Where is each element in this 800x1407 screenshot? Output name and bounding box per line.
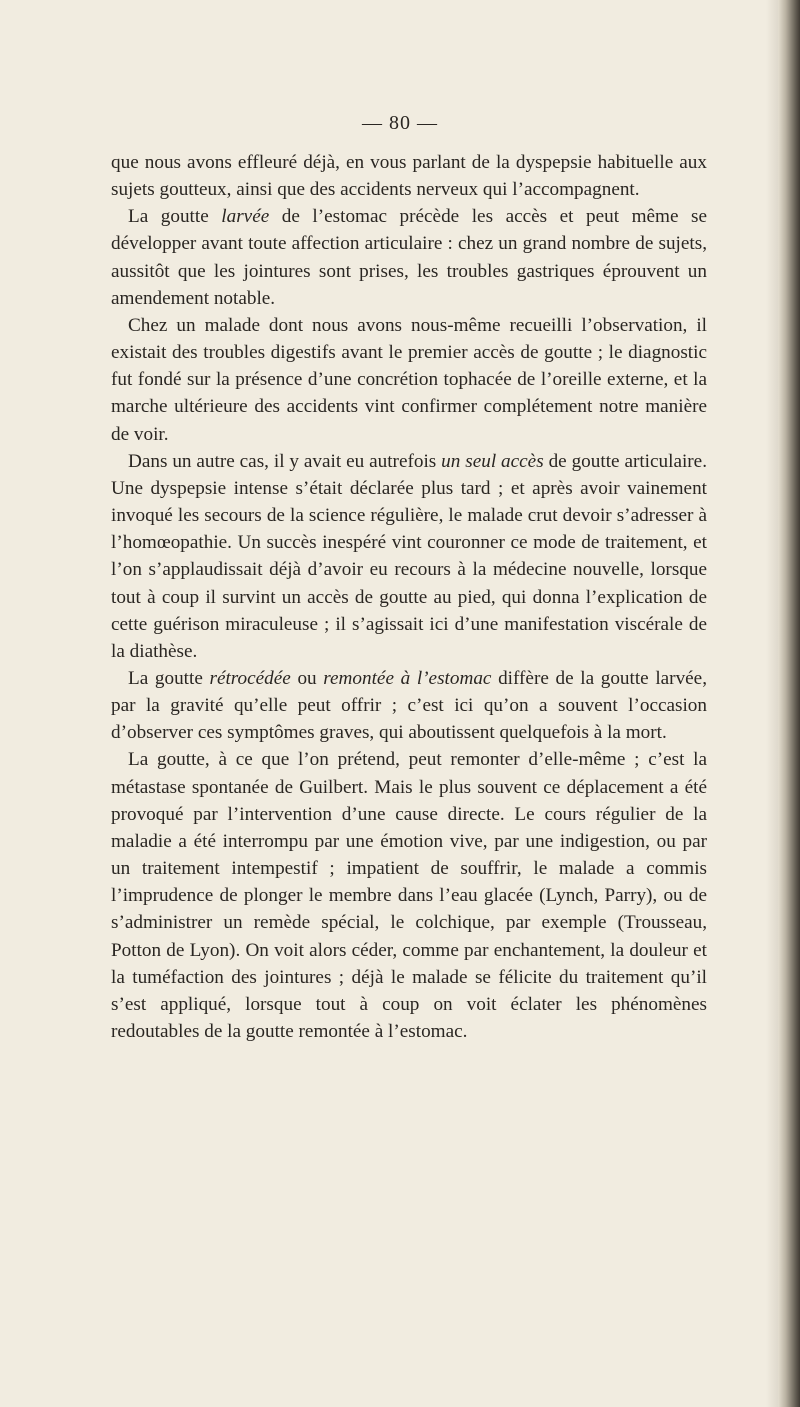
italic-phrase: rétrocédée [209, 667, 291, 689]
paragraph [111, 746, 707, 1045]
text-run: Dans un autre cas, il y avait eu autrefois [128, 450, 442, 472]
text-run: de l’estomac précède les accès et peut même se développer avant toute affection articulaire : chez un grand nombre de sujets, aussitôt que les jointures sont prises, les troubles gastriques éprouvent un amendement notable. [111, 206, 707, 309]
body-text [111, 149, 707, 1045]
text-run: Chez un malade dont nous avons nous-même recueilli l’observation, il existait des troubles digestifs avant le premier accès de goutte ; le diagnostic fut fondé sur la présence d’une concrétion tophacée de l’oreille externe, et la marche ultérieure des accidents vint confirmer complétement notre manière de voir. [111, 314, 707, 445]
page-number: — 80 — [362, 112, 438, 134]
text-run: que nous avons effleuré déjà, en vous parlant de la dyspepsie habituelle aux sujets goutteux, ainsi que des accidents nerveux qui l’accompagnent. [111, 152, 707, 201]
text-run: de goutte articulaire. Une dyspepsie intense s’était déclarée plus tard ; et après avoir vainement invoqué les secours de la science régulière, le malade crut devoir s’adresser à l’homœopathie. Un succès inespéré vint couronner ce mode de traitement, et l’on s’applaudissait déjà d’avoir eu recours à la médecine nouvelle, lorsque tout à coup il survint un accès de goutte au pied, qui donna l’explication de cette guérison miraculeuse ; il s’agissait ici d’une manifestation viscérale de la diathèse. [111, 450, 707, 662]
text-run: La goutte [128, 206, 222, 228]
paragraph [111, 312, 707, 448]
italic-phrase: un seul accès [441, 450, 544, 472]
text-run: La goutte [128, 667, 210, 689]
paragraph [111, 448, 707, 665]
paragraph [111, 149, 707, 203]
italic-phrase: larvée [221, 206, 270, 228]
italic-phrase: remontée à l’estomac [323, 667, 492, 689]
page-gutter-shadow [766, 0, 778, 1407]
text-run: La goutte, à ce que l’on prétend, peut remonter d’elle-même ; c’est la métastase spontanée de Guilbert. Mais le plus souvent ce déplacement a été provoqué par l’intervention d’une cause directe. Le cours régulier de la maladie a été interrompu par une émotion vive, par une indigestion, ou par un traitement intempestif ; impatient de souffrir, le malade a commis l’imprudence de plonger le membre dans l’eau glacée (Lynch, Parry), ou de s’administrer un remède spécial, le colchique, par exemple (Trousseau, Potton de Lyon). On voit alors céder, comme par enchantement, la douleur et la tuméfaction des jointures ; déjà le malade se félicite du traitement qu’il s’est appliqué, lorsque tout à coup on voit éclater les phénomènes redoutables de la goutte remontée à l’estomac. [111, 749, 707, 1042]
text-run: diffère de la goutte larvée, par la gravité qu’elle peut offrir ; c’est ici qu’on a souvent l’occasion d’observer ces symptômes graves, qui aboutissent quelquefois à la mort. [111, 667, 707, 744]
page-edge [778, 0, 800, 1407]
paragraph [111, 203, 707, 312]
paragraph [111, 665, 707, 746]
text-run: ou [290, 667, 324, 689]
